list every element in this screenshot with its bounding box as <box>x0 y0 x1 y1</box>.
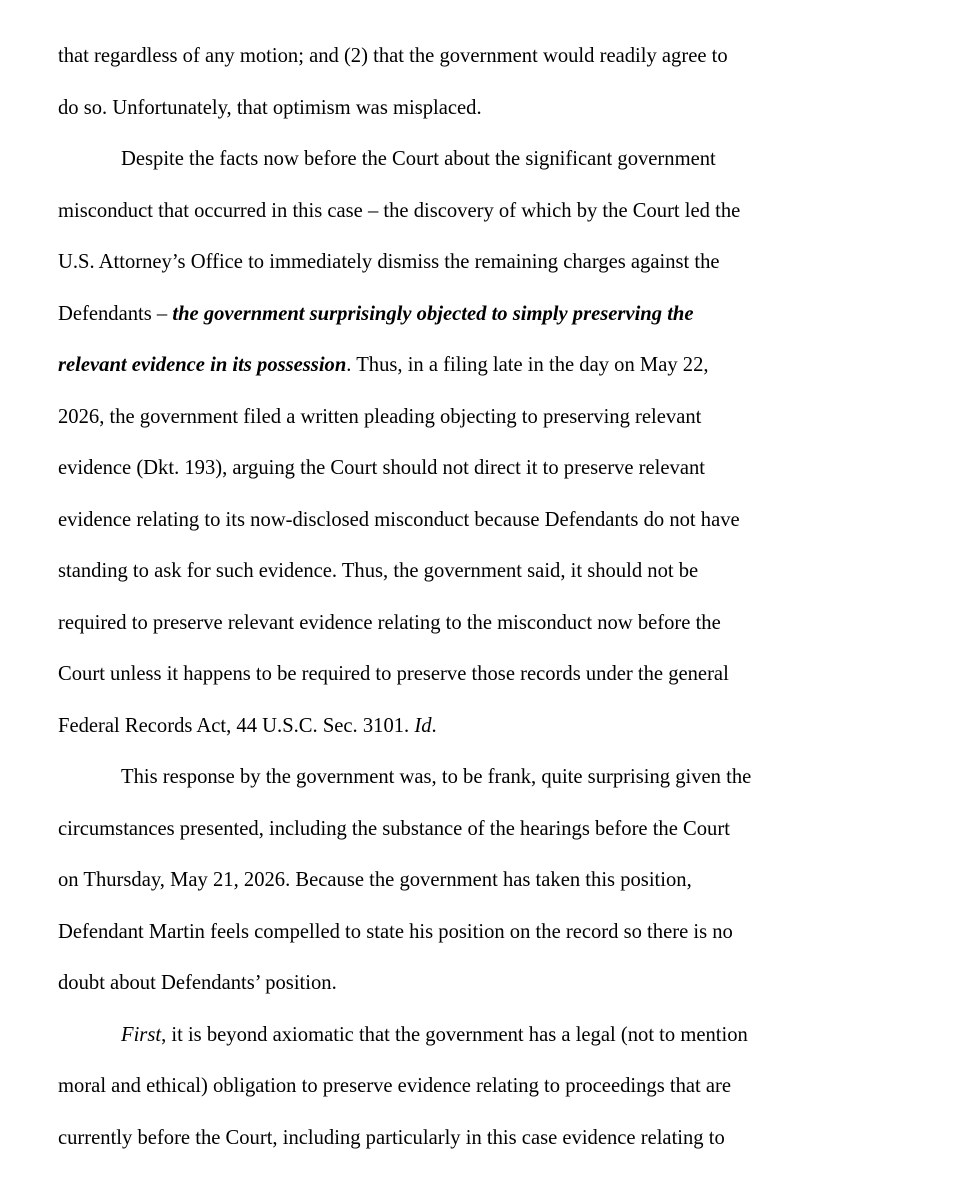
line-text: standing to ask for such evidence. Thus, the government said, it should not be <box>58 560 699 582</box>
text-line <box>58 237 898 289</box>
text-line <box>58 392 898 444</box>
line-text: , it is beyond axiomatic that the government has a legal (not to mention <box>161 1023 748 1046</box>
text-line <box>58 495 898 547</box>
text-line <box>58 1113 898 1165</box>
line-text: on Thursday, May 21, 2026. Because the government has taken this position, <box>58 869 692 891</box>
line-text: evidence (Dkt. 193), arguing the Court should not direct it to preserve relevant <box>58 457 705 479</box>
text-line <box>58 1061 898 1113</box>
text-line <box>58 958 898 1010</box>
text-line <box>58 31 898 83</box>
text-line <box>58 546 898 598</box>
line-text: Defendant Martin feels compelled to state his position on the record so there is no <box>58 920 733 943</box>
line-text: Federal Records Act, 44 U.S.C. Sec. 3101. <box>58 714 415 737</box>
line-text: This response by the government was, to be frank, quite surprising given the <box>121 766 752 788</box>
line-text: do so. Unfortunately, that optimism was misplaced. <box>58 96 482 119</box>
text-line <box>58 804 898 856</box>
text-line <box>58 443 898 495</box>
text-line <box>58 598 898 650</box>
line-text: evidence relating to its now-disclosed misconduct because Defendants do not have <box>58 508 740 531</box>
line-text: Court unless it happens to be required to preserve those records under the general <box>58 663 729 685</box>
line-text: Defendants – <box>58 302 173 325</box>
line-text: moral and ethical) obligation to preserve evidence relating to proceedings that are <box>58 1075 732 1097</box>
line-text: misconduct that occurred in this case – the discovery of which by the Court led the <box>58 199 741 222</box>
text-line <box>58 701 898 753</box>
line-text: Despite the facts now before the Court about the significant government <box>121 148 716 170</box>
text-line <box>58 340 898 392</box>
emphasis-text: the government surprisingly objected to simply preserving the <box>172 302 694 325</box>
citation-id: Id <box>414 714 432 737</box>
text-line <box>58 83 898 135</box>
text-line <box>58 649 898 701</box>
paragraph-start-line <box>58 134 898 186</box>
emphasis-text: First <box>121 1023 162 1046</box>
text-line <box>58 907 898 959</box>
paragraph-start-line <box>58 1010 898 1062</box>
emphasis-text: relevant evidence in its possession <box>58 354 347 376</box>
text-line <box>58 855 898 907</box>
document-page <box>58 0 898 1164</box>
line-text: . Thus, in a filing late in the day on May 22, <box>346 354 709 376</box>
line-text: that regardless of any motion; and (2) that the government would readily agree to <box>58 45 728 67</box>
line-text: . <box>431 714 437 737</box>
line-text: currently before the Court, including particularly in this case evidence relating to <box>58 1126 725 1149</box>
line-text: circumstances presented, including the substance of the hearings before the Court <box>58 817 730 840</box>
line-text: U.S. Attorney’s Office to immediately dismiss the remaining charges against the <box>58 251 720 273</box>
text-line <box>58 289 898 341</box>
line-text: required to preserve relevant evidence relating to the misconduct now before the <box>58 611 721 634</box>
paragraph-start-line <box>58 752 898 804</box>
line-text: doubt about Defendants’ position. <box>58 972 337 994</box>
line-text: 2026, the government filed a written pleading objecting to preserving relevant <box>58 405 702 428</box>
text-line <box>58 186 898 238</box>
